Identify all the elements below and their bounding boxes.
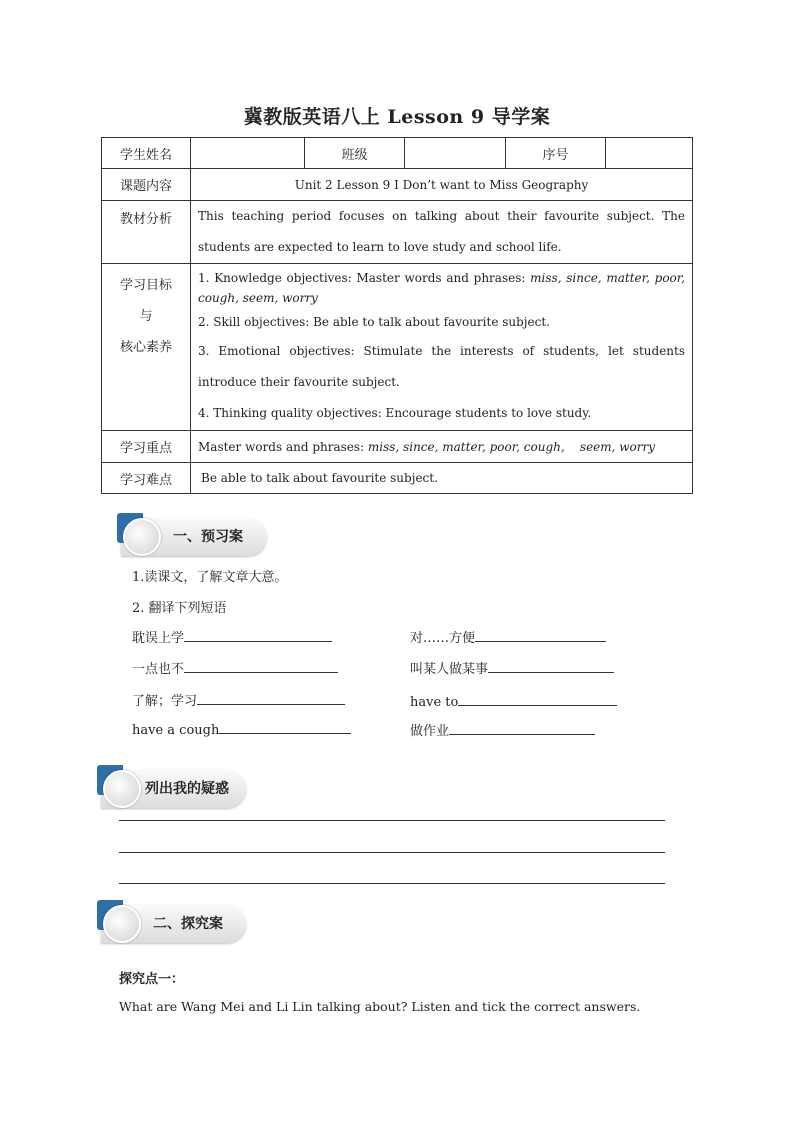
phrase-item xyxy=(410,720,595,739)
answer-blank[interactable] xyxy=(475,628,606,642)
preview-section-header xyxy=(121,518,267,556)
answer-blank[interactable] xyxy=(449,721,595,735)
key-points-value xyxy=(191,431,693,463)
page-title: 冀教版英语八上 Lesson 9 导学案 xyxy=(243,106,551,128)
answer-blank[interactable] xyxy=(458,692,617,706)
doubt-writing-line[interactable] xyxy=(119,852,665,853)
phrase-item xyxy=(132,627,332,646)
section-circle-icon xyxy=(103,905,141,943)
phrase-label: have a cough xyxy=(132,723,220,738)
answer-blank[interactable] xyxy=(197,691,345,705)
student-info-row xyxy=(102,138,693,169)
phrase-label: 一点也不 xyxy=(132,662,185,677)
difficulty-label: 学习难点 xyxy=(102,463,191,494)
answer-blank[interactable] xyxy=(488,659,614,673)
phrase-label: have to xyxy=(410,695,459,710)
key-points-words: miss, since, matter, poor, cough, seem, worry xyxy=(367,439,656,454)
goals-label-line-3: 核心素养 xyxy=(119,340,172,355)
goals-label-line-2: 与 xyxy=(139,309,153,324)
preview-section-heading: 一、预习案 xyxy=(173,529,243,545)
explore-question: What are Wang Mei and Li Lin talking about? Listen and tick the correct answers. xyxy=(119,999,641,1014)
difficulty-value: Be able to talk about favourite subject. xyxy=(191,463,693,494)
phrase-item xyxy=(132,690,345,709)
phrase-label: 耽误上学 xyxy=(132,631,185,646)
goal-knowledge-words: miss, since, matter, poor, cough, seem, worry xyxy=(198,271,685,305)
explore-section-header xyxy=(101,905,246,943)
phrase-label: 叫某人做某事 xyxy=(410,662,489,677)
phrase-label: 对……方便 xyxy=(410,631,476,646)
goal-thinking: 4. Thinking quality objectives: Encourage students to love study. xyxy=(198,406,592,420)
lesson-info-table xyxy=(101,137,693,494)
analysis-row xyxy=(102,201,693,264)
goal-emotional: 3. Emotional objectives: Stimulate the interests of students, let students introduce their favourite subject. xyxy=(198,344,685,389)
phrase-label: 做作业 xyxy=(410,724,450,739)
answer-blank[interactable] xyxy=(184,628,332,642)
section-circle-icon xyxy=(103,770,141,808)
seat-label: 序号 xyxy=(506,138,606,169)
section-circle-icon xyxy=(123,518,161,556)
explore-section-heading: 二、探究案 xyxy=(153,916,223,932)
key-points-text: Master words and phrases: xyxy=(198,439,368,454)
phrase-item xyxy=(410,658,614,677)
answer-blank[interactable] xyxy=(219,720,351,734)
student-name-label: 学生姓名 xyxy=(102,138,191,169)
difficulty-row xyxy=(102,463,693,494)
doubt-writing-line[interactable] xyxy=(119,820,665,821)
topic-value: Unit 2 Lesson 9 I Don’t want to Miss Geography xyxy=(191,169,693,201)
phrase-item xyxy=(410,627,606,646)
doubts-section-header xyxy=(101,770,246,808)
goal-skill: 2. Skill objectives: Be able to talk about favourite subject. xyxy=(198,315,550,329)
preview-item-1: 1.读课文，了解文章大意。 xyxy=(132,570,288,585)
phrase-item xyxy=(132,658,338,677)
goal-knowledge-text: 1. Knowledge objectives: Master words and phrases: xyxy=(198,271,531,285)
phrase-item xyxy=(132,720,351,738)
doubts-section-heading: 列出我的疑惑 xyxy=(145,781,229,797)
goals-label-line-1: 学习目标 xyxy=(119,278,172,293)
seat-field[interactable] xyxy=(606,138,693,169)
topic-label: 课题内容 xyxy=(102,169,191,201)
goals-content xyxy=(191,264,693,431)
analysis-label: 教材分析 xyxy=(102,201,191,264)
explore-point-heading: 探究点一： xyxy=(119,972,185,987)
goal-knowledge xyxy=(198,268,685,308)
goals-row xyxy=(102,264,693,431)
key-points-row xyxy=(102,431,693,463)
doubt-writing-line[interactable] xyxy=(119,883,665,884)
phrase-label: 了解；学习 xyxy=(132,694,198,709)
preview-item-2: 2. 翻译下列短语 xyxy=(132,601,227,616)
class-field[interactable] xyxy=(405,138,506,169)
analysis-value: This teaching period focuses on talking about their favourite subject. The students are expected to learn to love study and school life. xyxy=(191,201,693,264)
topic-row xyxy=(102,169,693,201)
goals-label xyxy=(102,264,191,431)
class-label: 班级 xyxy=(305,138,405,169)
phrase-item xyxy=(410,692,617,710)
key-points-label: 学习重点 xyxy=(102,431,191,463)
answer-blank[interactable] xyxy=(184,659,338,673)
student-name-field[interactable] xyxy=(191,138,305,169)
